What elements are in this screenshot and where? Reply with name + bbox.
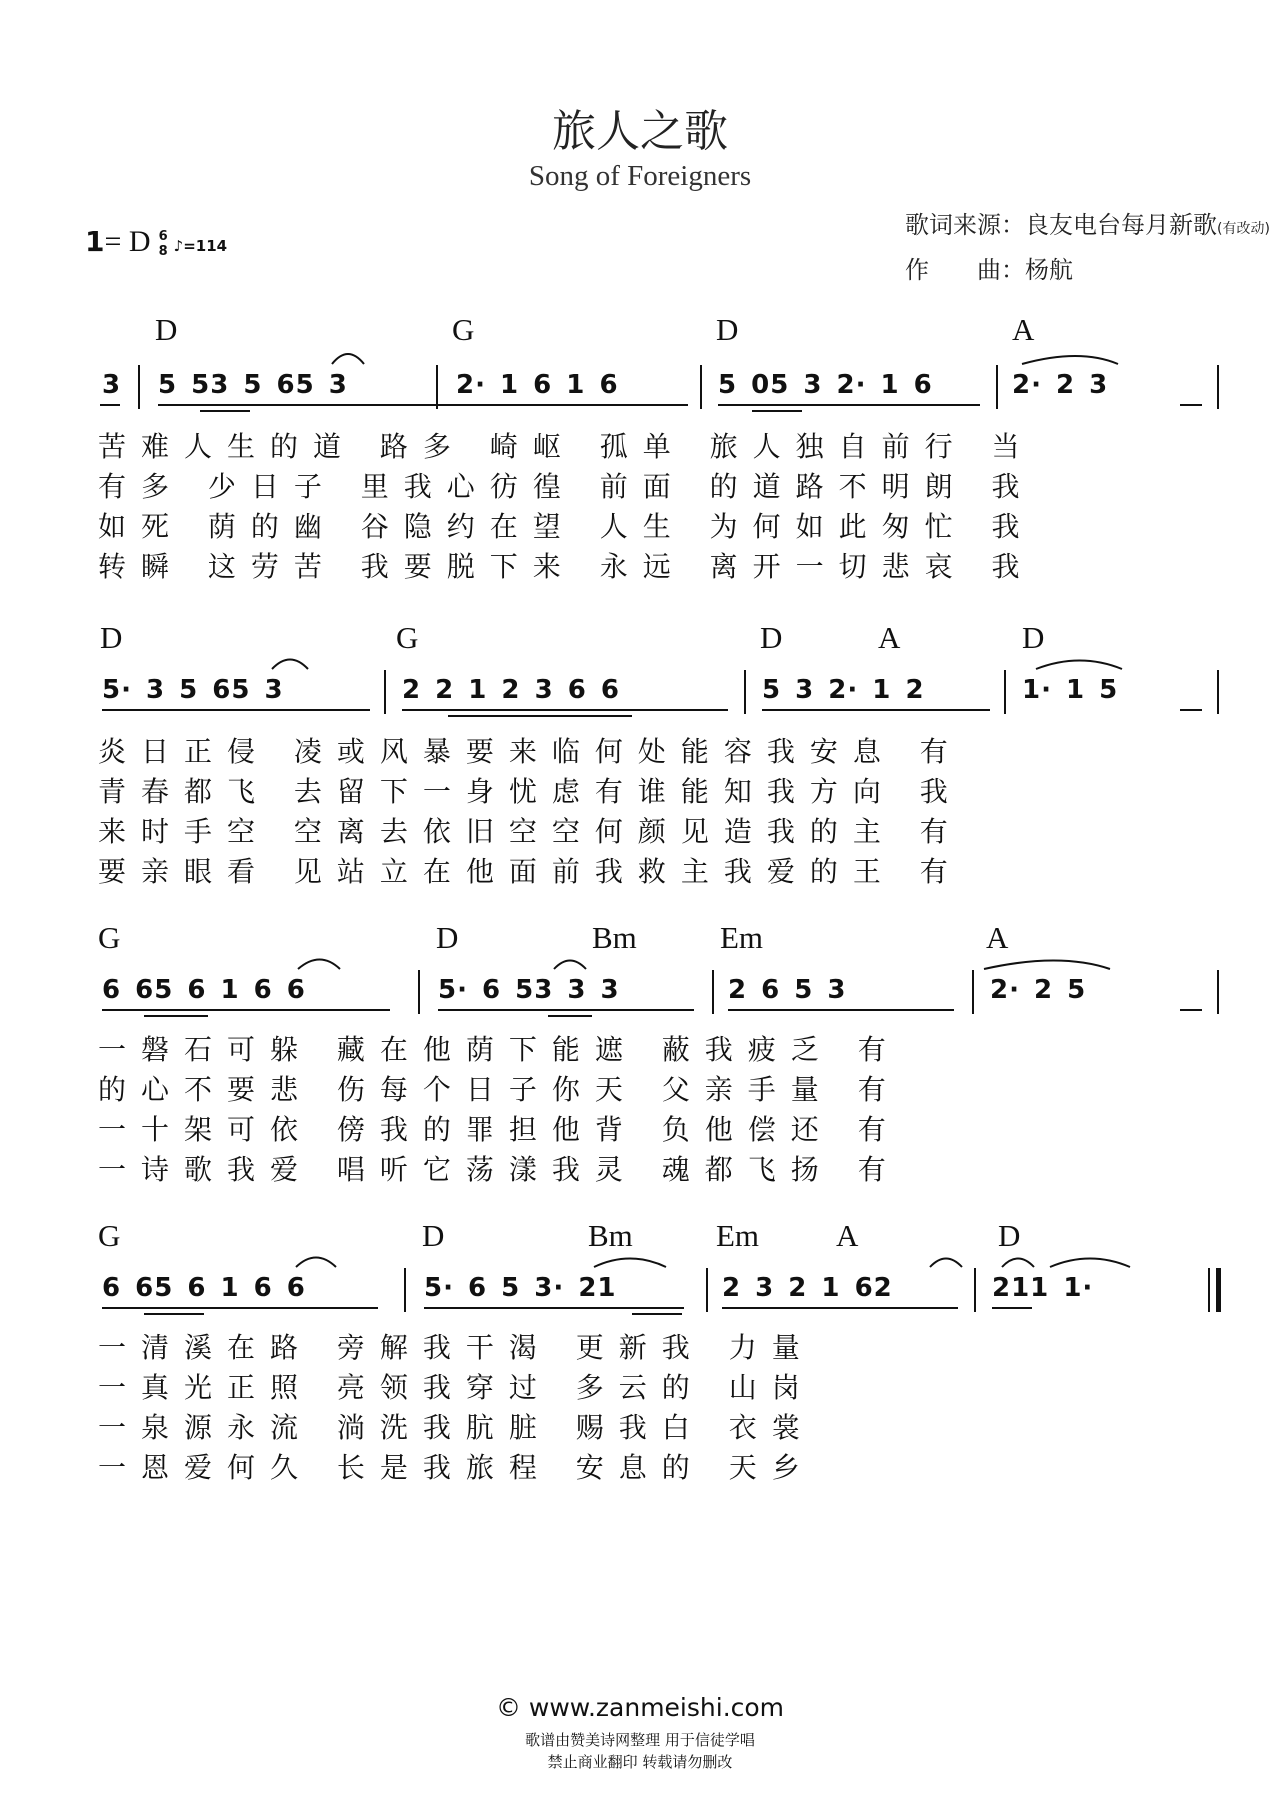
chord-symbol: D — [998, 1218, 1021, 1253]
chord-symbol: A — [1012, 312, 1035, 347]
lyric-verse-4: 要亲眼看 见站立在他面前我救主我爱的王 有 — [98, 855, 963, 888]
song-subtitle: Song of Foreigners — [528, 160, 752, 192]
lyric-verse-4: 一恩爱何久 长是我旅程 安息的 天乡 — [98, 1451, 815, 1484]
pickup-measure: 3 — [102, 370, 122, 400]
chord-symbol: Bm — [592, 920, 637, 955]
lyric-verse-2: 青春都飞 去留下一身忧虑有谁能知我方向 我 — [98, 775, 963, 808]
chord-symbol: D — [422, 1218, 445, 1253]
chord-symbol: D — [436, 920, 459, 955]
measure-12: 2· 2 5 — [990, 975, 1087, 1005]
lyric-verse-3: 一泉源永流 淌洗我肮脏 赐我白 衣裳 — [98, 1411, 815, 1444]
measure-7: 5 3 2· 1 2 — [762, 675, 925, 705]
chord-symbol: G — [396, 620, 419, 655]
chord-symbol: A — [986, 920, 1009, 955]
measure-10: 5· 6 53 3 3 — [438, 975, 620, 1005]
key-signature: 1= D 6 8 ♪=114 — [85, 225, 228, 260]
measure-15: 2 3 2 1 62 — [722, 1273, 893, 1303]
lyric-verse-4: 转瞬 这劳苦 我要脱下来 永远 离开一切悲哀 我 — [98, 550, 1035, 583]
chord-symbol: Em — [716, 1218, 760, 1253]
measure-8: 1· 1 5 — [1022, 675, 1119, 705]
footer-note-1: 歌谱由赞美诗网整理 用于信徒学唱 — [525, 1731, 755, 1749]
slur-mark — [332, 354, 364, 364]
chord-symbol: G — [452, 312, 475, 347]
lyric-verse-1: 炎日正侵 凌或风暴要来临何处能容我安息 有 — [98, 735, 963, 768]
time-signature: 6 8 — [158, 229, 168, 260]
measure-1: 5 53 5 65 3 — [158, 370, 348, 400]
chord-symbol: D — [155, 312, 178, 347]
tempo-marking: ♪=114 — [173, 237, 228, 255]
chord-symbol: A — [836, 1218, 859, 1253]
measure-2: 2· 1 6 1 6 — [456, 370, 619, 400]
lyric-verse-3: 如死 荫的幽 谷隐约在望 人生 为何如此匆忙 我 — [98, 510, 1035, 543]
footer-note-2: 禁止商业翻印 转载请勿删改 — [547, 1753, 733, 1771]
measure-13: 6 65 6 1 6 6 — [102, 1273, 306, 1303]
measure-14: 5· 6 5 3· 21 — [424, 1273, 617, 1303]
slur-mark — [272, 660, 308, 670]
chord-symbol: D — [760, 620, 783, 655]
chord-symbol: D — [716, 312, 739, 347]
lyric-verse-3: 来时手空 空离去依旧空空何颜见造我的主 有 — [98, 815, 963, 848]
chord-symbol: Bm — [588, 1218, 633, 1253]
chord-symbol: G — [98, 1218, 121, 1253]
chord-symbol: D — [1022, 620, 1045, 655]
lyrics-source: 歌词来源：良友电台每月新歌(有改动) — [905, 211, 1270, 239]
slur-mark — [1002, 1259, 1034, 1268]
song-title: 旅人之歌 — [552, 106, 728, 157]
slur-mark — [296, 1258, 336, 1268]
slur-mark — [298, 960, 340, 970]
lyric-verse-2: 一真光正照 亮领我穿过 多云的 山岗 — [98, 1371, 815, 1404]
slur-mark — [554, 961, 586, 970]
slur-mark — [1022, 356, 1118, 364]
chord-symbol: Em — [720, 920, 764, 955]
lyric-verse-3: 一十架可依 傍我的罪担他背 负他偿还 有 — [98, 1113, 901, 1146]
chord-symbol: A — [878, 620, 901, 655]
measure-6: 2 2 1 2 3 6 6 — [402, 675, 620, 705]
measure-9: 6 65 6 1 6 6 — [102, 975, 306, 1005]
slur-mark — [984, 961, 1110, 970]
composer-credit: 作 曲：杨航 — [905, 256, 1073, 284]
lyric-verse-1: 苦难人生的道 路多 崎岖 孤单 旅人独自前行 当 — [98, 430, 1035, 463]
chord-symbol: G — [98, 920, 121, 955]
chord-symbol: D — [100, 620, 123, 655]
measure-3: 5 05 3 2· 1 6 — [718, 370, 933, 400]
measure-16: 211 1· — [992, 1273, 1094, 1303]
slur-mark — [1036, 661, 1122, 670]
measure-4: 2· 2 3 — [1012, 370, 1109, 400]
slur-mark — [1050, 1259, 1130, 1268]
lyric-verse-4: 一诗歌我爱 唱听它荡漾我灵 魂都飞扬 有 — [98, 1153, 901, 1186]
footer-site: © www.zanmeishi.com — [495, 1693, 785, 1722]
lyric-verse-1: 一清溪在路 旁解我干渴 更新我 力量 — [98, 1331, 815, 1364]
lyric-verse-1: 一磐石可躲 藏在他荫下能遮 蔽我疲乏 有 — [98, 1033, 901, 1066]
slur-mark — [594, 1259, 666, 1268]
measure-5: 5· 3 5 65 3 — [102, 675, 284, 705]
lyric-verse-2: 的心不要悲 伤每个日子你天 父亲手量 有 — [98, 1073, 901, 1106]
slur-mark — [930, 1259, 962, 1268]
measure-11: 2 6 5 3 — [728, 975, 847, 1005]
lyric-verse-2: 有多 少日子 里我心彷徨 前面 的道路不明朗 我 — [98, 470, 1035, 503]
